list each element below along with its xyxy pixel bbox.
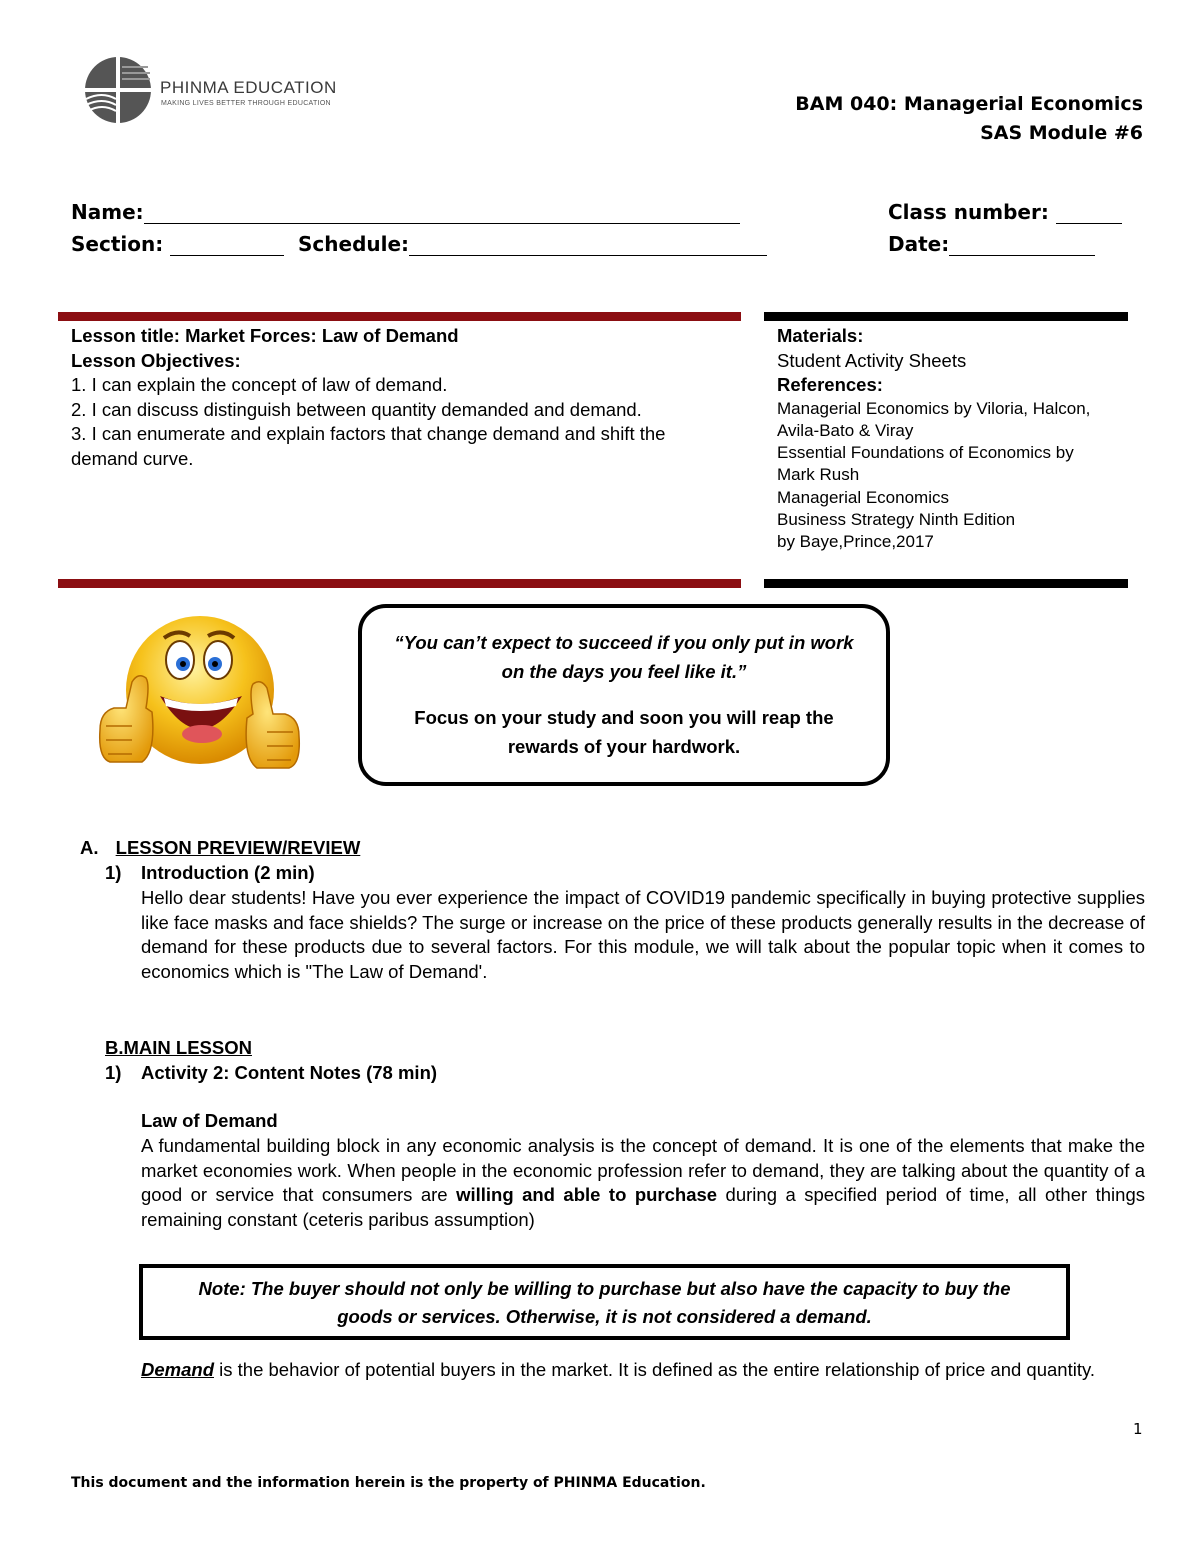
section-b-heading: B.MAIN LESSON — [105, 1037, 252, 1058]
section-a-item-title: Introduction (2 min) — [141, 862, 315, 883]
materials-heading: Materials: — [777, 325, 864, 346]
date-label: Date: — [888, 232, 950, 256]
quote-message: Focus on your study and soon you will reap the rewards of your hardwork. — [414, 707, 834, 757]
demand-paragraph-end: during a specified period of time, all other things remaining constant (ceteris paribus assumption) — [141, 1184, 1145, 1230]
law-of-demand-heading: Law of Demand — [141, 1110, 278, 1131]
course-header — [795, 90, 1143, 148]
section-a-letter: A. — [80, 837, 99, 858]
objective-item: 3. I can enumerate and explain factors that change demand and shift the demand curve. — [71, 423, 666, 469]
schedule-blank — [409, 235, 767, 256]
section-b-item-title: Activity 2: Content Notes (78 min) — [141, 1062, 438, 1083]
section-field — [71, 232, 284, 256]
date-field — [888, 232, 1095, 256]
name-blank — [144, 203, 740, 224]
name-field — [71, 200, 740, 224]
demand-paragraph-emphasis: willing and able to purchase — [456, 1184, 718, 1205]
section-a-heading — [80, 836, 360, 861]
demand-paragraph — [141, 1134, 1145, 1232]
logo-name: PHINMA EDUCATION — [160, 78, 337, 97]
references-heading: References: — [777, 374, 883, 395]
class-number-blank — [1056, 203, 1122, 224]
objectives-heading: Lesson Objectives: — [71, 349, 241, 371]
section-blank — [170, 235, 284, 256]
reference-item: Essential Foundations of Economics by Mark Rush — [777, 443, 1074, 485]
demand-paragraph-text: A fundamental building block in any economic analysis is the concept of demand. It is one of the elements that make the market economies work. When people in the economic profession refer to demand, they are talking about the quantity of a good or service that consumers are — [141, 1135, 1145, 1205]
divider-top-black — [764, 312, 1128, 321]
footer-notice: This document and the information herein is the property of PHINMA Education. — [71, 1475, 706, 1491]
page-number: 1 — [1133, 1420, 1143, 1438]
lesson-title: Lesson title: Market Forces: Law of Demand — [71, 325, 459, 346]
schedule-label: Schedule: — [298, 232, 410, 256]
note-box — [139, 1264, 1070, 1340]
schedule-field — [298, 232, 767, 256]
materials-item: Student Activity Sheets — [777, 349, 967, 371]
note-text: Note: The buyer should not only be willing to purchase but also have the capacity to buy the goods or services. Otherwise, it is not considered a demand. — [198, 1278, 1011, 1327]
logo-emblem-icon — [78, 55, 158, 125]
section-b-item — [105, 1061, 438, 1086]
section-a-item-number: 1) — [105, 862, 122, 883]
section-label: Section: — [71, 232, 164, 256]
divider-top-red — [58, 312, 741, 321]
divider-bottom-red — [58, 579, 741, 588]
class-number-label: Class number: — [888, 200, 1049, 224]
objective-item: 2. I can discuss distinguish between quantity demanded and demand. — [71, 398, 642, 420]
reference-item: Managerial Economics by Viloria, Halcon, Avila-Bato & Viray — [777, 398, 1091, 440]
motivational-quote-box — [358, 604, 890, 786]
section-b-item-number: 1) — [105, 1062, 122, 1083]
demand-definition-text: is the behavior of potential buyers in the market. It is defined as the entire relationship of price and quantity. — [214, 1359, 1095, 1380]
introduction-paragraph: Hello dear students! Have you ever experience the impact of COVID19 pandemic specifically in buying protective supplies like face masks and face shields? The surge or increase on the price of these products generally results in the decrease of demand for these products due to several factors. For this module, we will talk about the popular topic when it comes to economics which is "The Law of Demand'. — [141, 887, 1145, 982]
class-number-field — [888, 200, 1122, 224]
section-a-item — [105, 861, 315, 886]
smiley-thumbs-up-icon — [92, 612, 307, 787]
demand-term: Demand — [141, 1359, 214, 1380]
materials-info — [777, 324, 1107, 554]
reference-item: Managerial Economics Business Strategy Ninth Edition by Baye,Prince,2017 — [777, 487, 1016, 552]
course-title: BAM 040: Managerial Economics — [795, 93, 1143, 115]
lesson-info — [71, 324, 736, 471]
date-blank — [949, 235, 1095, 256]
name-label: Name: — [71, 200, 144, 224]
demand-definition — [141, 1358, 1145, 1383]
module-number: SAS Module #6 — [980, 122, 1143, 144]
quote-text: “You can’t expect to succeed if you only put in work on the days you feel like it.” — [394, 632, 854, 682]
objective-item: 1. I can explain the concept of law of demand. — [71, 374, 448, 395]
logo-tagline: MAKING LIVES BETTER THROUGH EDUCATION — [161, 100, 331, 107]
section-a-title: LESSON PREVIEW/REVIEW — [115, 837, 361, 858]
divider-bottom-black — [764, 579, 1128, 588]
